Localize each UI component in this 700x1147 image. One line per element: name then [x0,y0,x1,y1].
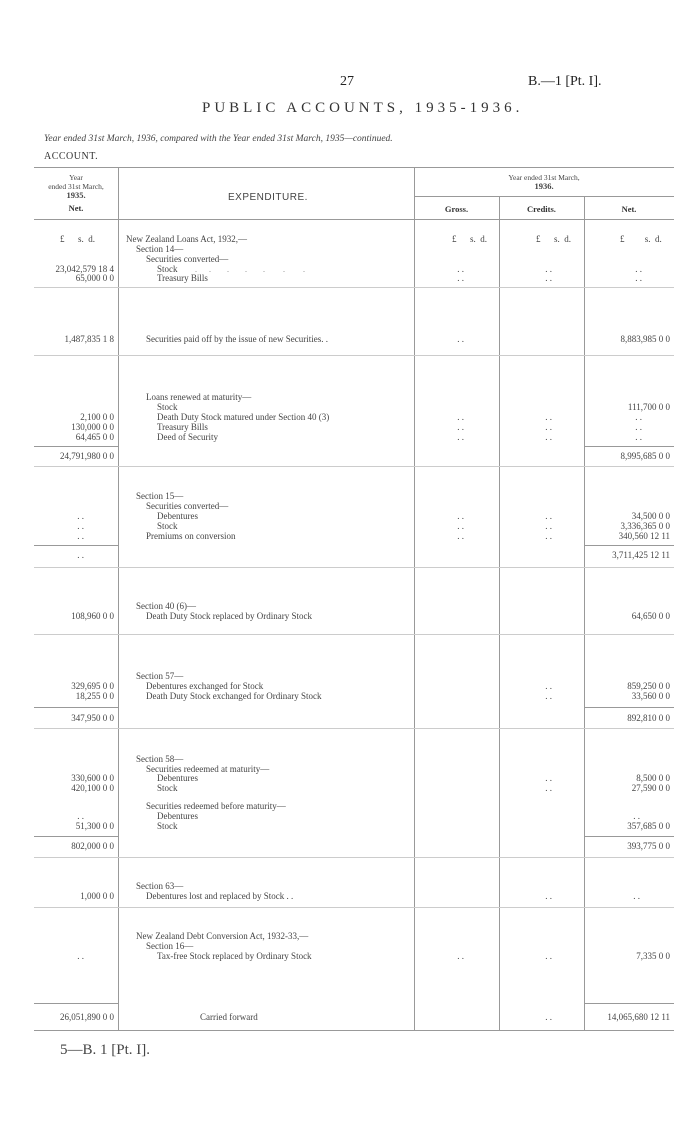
net-subtotal: 8,995,685 0 0 [620,451,670,461]
row-label: Stock [157,521,178,531]
page-number: 27 [340,74,354,89]
row-label: Section 57— [136,671,184,681]
prev-year-line2: ended 31st March, [48,182,104,191]
subtotal-rule [34,707,118,708]
row-label: Death Duty Stock exchanged for Ordinary Stock [146,691,322,701]
net-value: 3,336,365 0 0 [620,521,670,531]
subtotal-rule [34,545,118,546]
section-rule [34,567,674,568]
prev-carried-forward: 26,051,890 0 0 [60,1012,114,1022]
net-value: 27,590 0 0 [631,783,670,793]
col-divider-expenditure [414,167,415,1030]
net-placeholder: . . [635,273,642,283]
net-placeholder: . . [635,432,642,442]
net-value: 7,335 0 0 [636,951,670,961]
gross-placeholder: . . [457,412,464,422]
prev-net-value: 18,255 0 0 [75,691,114,701]
net-subtotal: 892,810 0 0 [627,713,670,723]
net-header: Net. [621,204,637,214]
table-top-rule [34,167,674,168]
current-year-header [414,173,674,191]
prev-net-value: . . [77,951,84,961]
section-rule [34,287,674,288]
credits-placeholder: . . [545,691,552,701]
row-label: Section 15— [136,491,184,501]
credits-placeholder: . . [545,422,552,432]
net-placeholder: . . [635,264,642,274]
page-subtitle: Year ended 31st March, 1936, compared with the Year ended 31st March, 1935—continued. [44,134,393,144]
row-label: Debentures lost and replaced by Stock . . [146,891,294,901]
gross-placeholder: . . [457,422,464,432]
current-year-rule [414,196,674,197]
section-rule [34,728,674,729]
net-value: 859,250 0 0 [627,681,670,691]
prev-net-value: 108,960 0 0 [71,611,114,621]
credits-header: Credits. [527,204,556,214]
row-label: Stock [157,783,178,793]
prev-subtotal: 24,791,980 0 0 [60,451,114,461]
net-value: 8,883,985 0 0 [620,334,670,344]
row-label: Tax-free Stock replaced by Ordinary Stock [157,951,312,961]
credits-placeholder: . . [545,412,552,422]
credits-placeholder: . . [545,951,552,961]
row-label: Death Duty Stock replaced by Ordinary Stock [146,611,312,621]
expenditure-header: EXPENDITURE. [228,192,308,203]
prev-net-value: 329,695 0 0 [71,681,114,691]
gross-placeholder: . . [457,521,464,531]
credits-currency-units [536,234,571,244]
row-label: Debentures exchanged for Stock [146,681,264,691]
prev-net-value: 130,000 0 0 [71,422,114,432]
table-bottom-rule [34,1030,674,1031]
prev-subtotal: . . [77,550,84,560]
pound-sign: £ [452,234,457,244]
pence-label: d. [655,234,662,244]
col-divider-prev [118,167,119,1030]
gross-placeholder: . . [457,951,464,961]
row-label: Securities paid off by the issue of new Securities. . [146,334,329,344]
section-rule [34,907,674,908]
subtotal-rule [584,446,674,447]
credits-placeholder: . . [545,264,552,274]
net-placeholder: . . [635,422,642,432]
shilling-label: s. [78,234,84,244]
shilling-label: s. [644,234,651,244]
section-rule [34,857,674,858]
pence-label: d. [88,234,96,244]
row-label: Section 63— [136,881,184,891]
subtotal-rule [34,836,118,837]
pence-label: d. [480,234,488,244]
prev-net-value: 420,100 0 0 [71,783,114,793]
credits-placeholder: . . [545,521,552,531]
gross-placeholder: . . [457,334,464,344]
row-label: Section 16— [146,941,194,951]
prev-net-value: 2,100 0 0 [80,412,114,422]
row-label: Securities converted— [146,254,229,264]
credits-placeholder: . . [545,531,552,541]
credits-placeholder: . . [545,1012,552,1022]
net-value: . . [633,811,640,821]
prev-net-value: 330,600 0 0 [71,773,114,783]
prev-year-line3: 1935. [66,190,86,200]
cur-year-line2: 1936. [534,181,554,191]
prev-placeholder: . . [77,511,84,521]
document-reference: B.—1 [Pt. I]. [528,74,602,89]
pound-sign: £ [536,234,541,244]
net-subtotal: 393,775 0 0 [627,841,670,851]
net-value: 34,500 0 0 [631,511,670,521]
gross-placeholder: . . [457,264,464,274]
row-label: Debentures [157,773,198,783]
prev-currency-units [60,234,95,244]
subtotal-rule [584,836,674,837]
leader-dots: . . . . . . . [195,265,305,274]
row-label: Stock [157,821,178,831]
row-label: Securities redeemed before maturity— [146,801,286,811]
prev-net-value: 23,042,579 18 4 [55,264,114,274]
subtotal-rule [584,545,674,546]
shilling-label: s. [554,234,560,244]
gross-placeholder: . . [457,273,464,283]
row-label: Debentures [157,811,198,821]
row-label: Stock [157,402,178,412]
net-value: 111,700 0 0 [627,402,670,412]
prev-subtotal: 802,000 0 0 [71,841,114,851]
net-value: 340,560 12 11 [618,531,670,541]
credits-placeholder: . . [545,432,552,442]
net-placeholder: . . [635,412,642,422]
prev-net-value: 65,000 0 0 [75,273,114,283]
net-value: 357,685 0 0 [627,821,670,831]
net-currency-units [620,234,662,244]
credits-placeholder: . . [545,273,552,283]
row-label: Section 58— [136,754,184,764]
section-rule [34,634,674,635]
prev-placeholder: . . [77,521,84,531]
row-label: Securities redeemed at maturity— [146,764,270,774]
row-label: Deed of Security [157,432,218,442]
prev-net-value: 1,487,835 1 8 [64,334,114,344]
net-value: . . [633,891,640,901]
footer-signature: 5—B. 1 [Pt. I]. [60,1042,150,1058]
pence-label: d. [564,234,572,244]
prev-year-header [34,173,118,200]
credits-placeholder: . . [545,511,552,521]
pound-sign: £ [620,234,625,244]
prev-net-value: 1,000 0 0 [80,891,114,901]
net-carried-forward: 14,065,680 12 11 [607,1012,670,1022]
gross-placeholder: . . [457,432,464,442]
net-value: 64,650 0 0 [631,611,670,621]
section-rule [34,466,674,467]
credits-placeholder: . . [545,773,552,783]
row-label: Treasury Bills [157,273,208,283]
row-label: Section 40 (6)— [136,601,196,611]
section-rule [34,355,674,356]
prev-year-line1: Year [69,173,83,182]
gross-placeholder: . . [457,511,464,521]
col-divider-gross [499,196,500,1030]
row-label: Section 14— [136,244,184,254]
prev-net-header: Net. [68,203,84,213]
subtotal-rule [584,1003,674,1004]
credits-placeholder: . . [545,681,552,691]
page-title: PUBLIC ACCOUNTS, 1935-1936. [202,100,524,116]
prev-net-value: 51,300 0 0 [75,821,114,831]
subtotal-rule [34,1003,118,1004]
subtotal-rule [584,707,674,708]
net-value: 33,560 0 0 [631,691,670,701]
pound-sign: £ [60,234,65,244]
carried-forward-label: Carried forward [200,1012,258,1022]
row-label: Securities converted— [146,501,229,511]
gross-placeholder: . . [457,531,464,541]
row-label: Debentures [157,511,198,521]
subtotal-rule [34,446,118,447]
credits-placeholder: . . [545,783,552,793]
row-label: Stock [157,264,178,274]
row-label: New Zealand Debt Conversion Act, 1932-33,— [136,931,309,941]
account-label: ACCOUNT. [44,151,99,162]
net-value: 8,500 0 0 [636,773,670,783]
net-subtotal: 3,711,425 12 11 [612,550,670,560]
prev-net-value: . . [77,811,84,821]
gross-currency-units [452,234,487,244]
row-label: Death Duty Stock matured under Section 40 (3) [157,412,330,422]
cur-year-line1: Year ended 31st March, [508,173,580,182]
credits-placeholder: . . [545,891,552,901]
prev-placeholder: . . [77,531,84,541]
prev-subtotal: 347,950 0 0 [71,713,114,723]
gross-header: Gross. [444,204,469,214]
shilling-label: s. [470,234,476,244]
row-label: Loans renewed at maturity— [146,392,252,402]
row-label: New Zealand Loans Act, 1932,— [126,234,247,244]
row-label: Treasury Bills [157,422,208,432]
row-label: Premiums on conversion [146,531,236,541]
header-bottom-rule [34,219,674,220]
prev-net-value: 64,465 0 0 [75,432,114,442]
